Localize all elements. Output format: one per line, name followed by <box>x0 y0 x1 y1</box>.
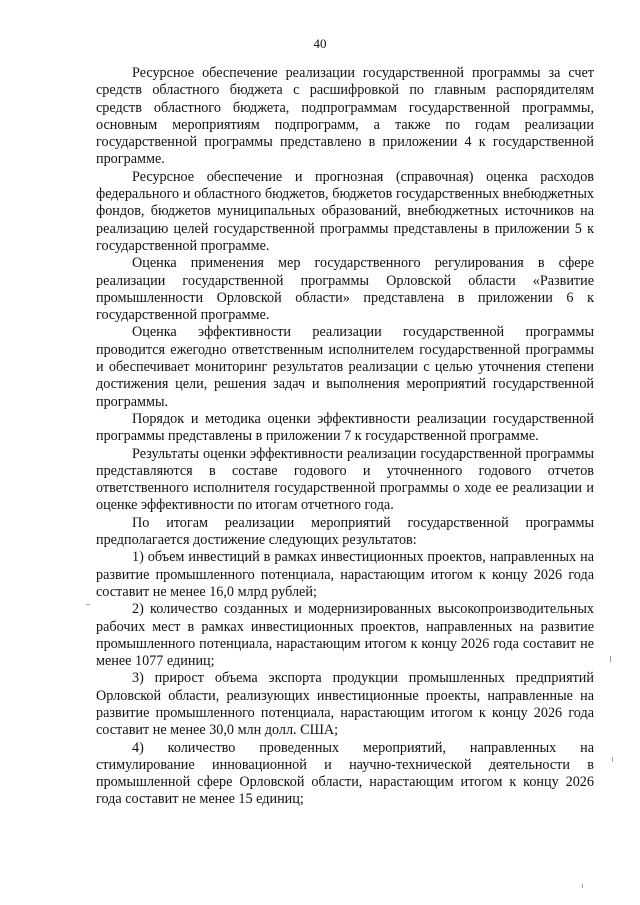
list-item-investment-volume: 1) объем инвестиций в рамках инвестиционных проектов, направленных на развитие промышленного потенциала, нарастающим итогом к концу 2026 года составит не менее 16,0 млрд рублей; <box>96 549 594 600</box>
paragraph-assessment-methodology: Порядок и методика оценки эффективности реализации государственной программы представлены в приложении 7 к государственной программе. <box>96 410 594 445</box>
scan-mark <box>610 656 611 662</box>
scan-mark <box>582 884 583 888</box>
page-number: 40 <box>313 36 327 51</box>
paragraph-assessment-results: Результаты оценки эффективности реализации государственной программы представляются в составе годового и уточненного годового отчетов ответственного исполнителя государственной программы о ходе ее реализации и оценке эффективности по итогам отчетного года. <box>96 445 594 514</box>
paragraph-resource-forecast: Ресурсное обеспечение и прогнозная (справочная) оценка расходов федерального и областного бюджетов, бюджетов государственных внебюджетных фондов, бюджетов муниципальных образований, внебюджетных источников на реализацию целей государственной программы представлены в приложении 5 к государственной программе. <box>96 168 594 254</box>
list-item-export-growth: 3) прирост объема экспорта продукции промышленных предприятий Орловской области, реализующих инвестиционные проекты, направленные на развитие промышленного потенциала, нарастающим итогом к концу 2026 года составит не менее 30,0 млн долл. США; <box>96 670 594 739</box>
list-item-workplaces: 2) количество созданных и модернизированных высокопроизводительных рабочих мест в рамках инвестиционных проектов, направленных на развитие промышленного потенциала, нарастающим итогом к концу 2026 года составит не менее 1077 единиц; <box>96 601 594 670</box>
paragraph-regulation-assessment: Оценка применения мер государственного регулирования в сфере реализации государственной программы Орловской области «Развитие промышленности Орловской области» представлена в приложении 6 к государственной программе. <box>96 255 594 324</box>
scan-mark <box>612 757 613 762</box>
document-body <box>96 65 594 809</box>
scan-mark <box>86 604 90 605</box>
paragraph-resource-regional-budget: Ресурсное обеспечение реализации государственной программы за счет средств областного бюджета с расшифровкой по главным распорядителям средств областного бюджета, подпрограммам государственной программы, основным мероприятиям подпрограмм, а также по годам реализации государственной программы представлено в приложении 4 к государственной программе. <box>96 65 594 168</box>
paragraph-efficiency-assessment: Оценка эффективности реализации государственной программы проводится ежегодно ответственным исполнителем государственной программы и обеспечивает мониторинг результатов реализации с целью уточнения степени достижения цели, решения задач и выполнения мероприятий государственной программы. <box>96 324 594 410</box>
list-item-innovation-events: 4) количество проведенных мероприятий, направленных на стимулирование инновационной и научно-технической деятельности в промышленной сфере Орловской области, нарастающим итогом к концу 2026 года составит не менее 15 единиц; <box>96 739 594 808</box>
paragraph-expected-results-intro: По итогам реализации мероприятий государственной программы предполагается достижение следующих результатов: <box>96 514 594 549</box>
